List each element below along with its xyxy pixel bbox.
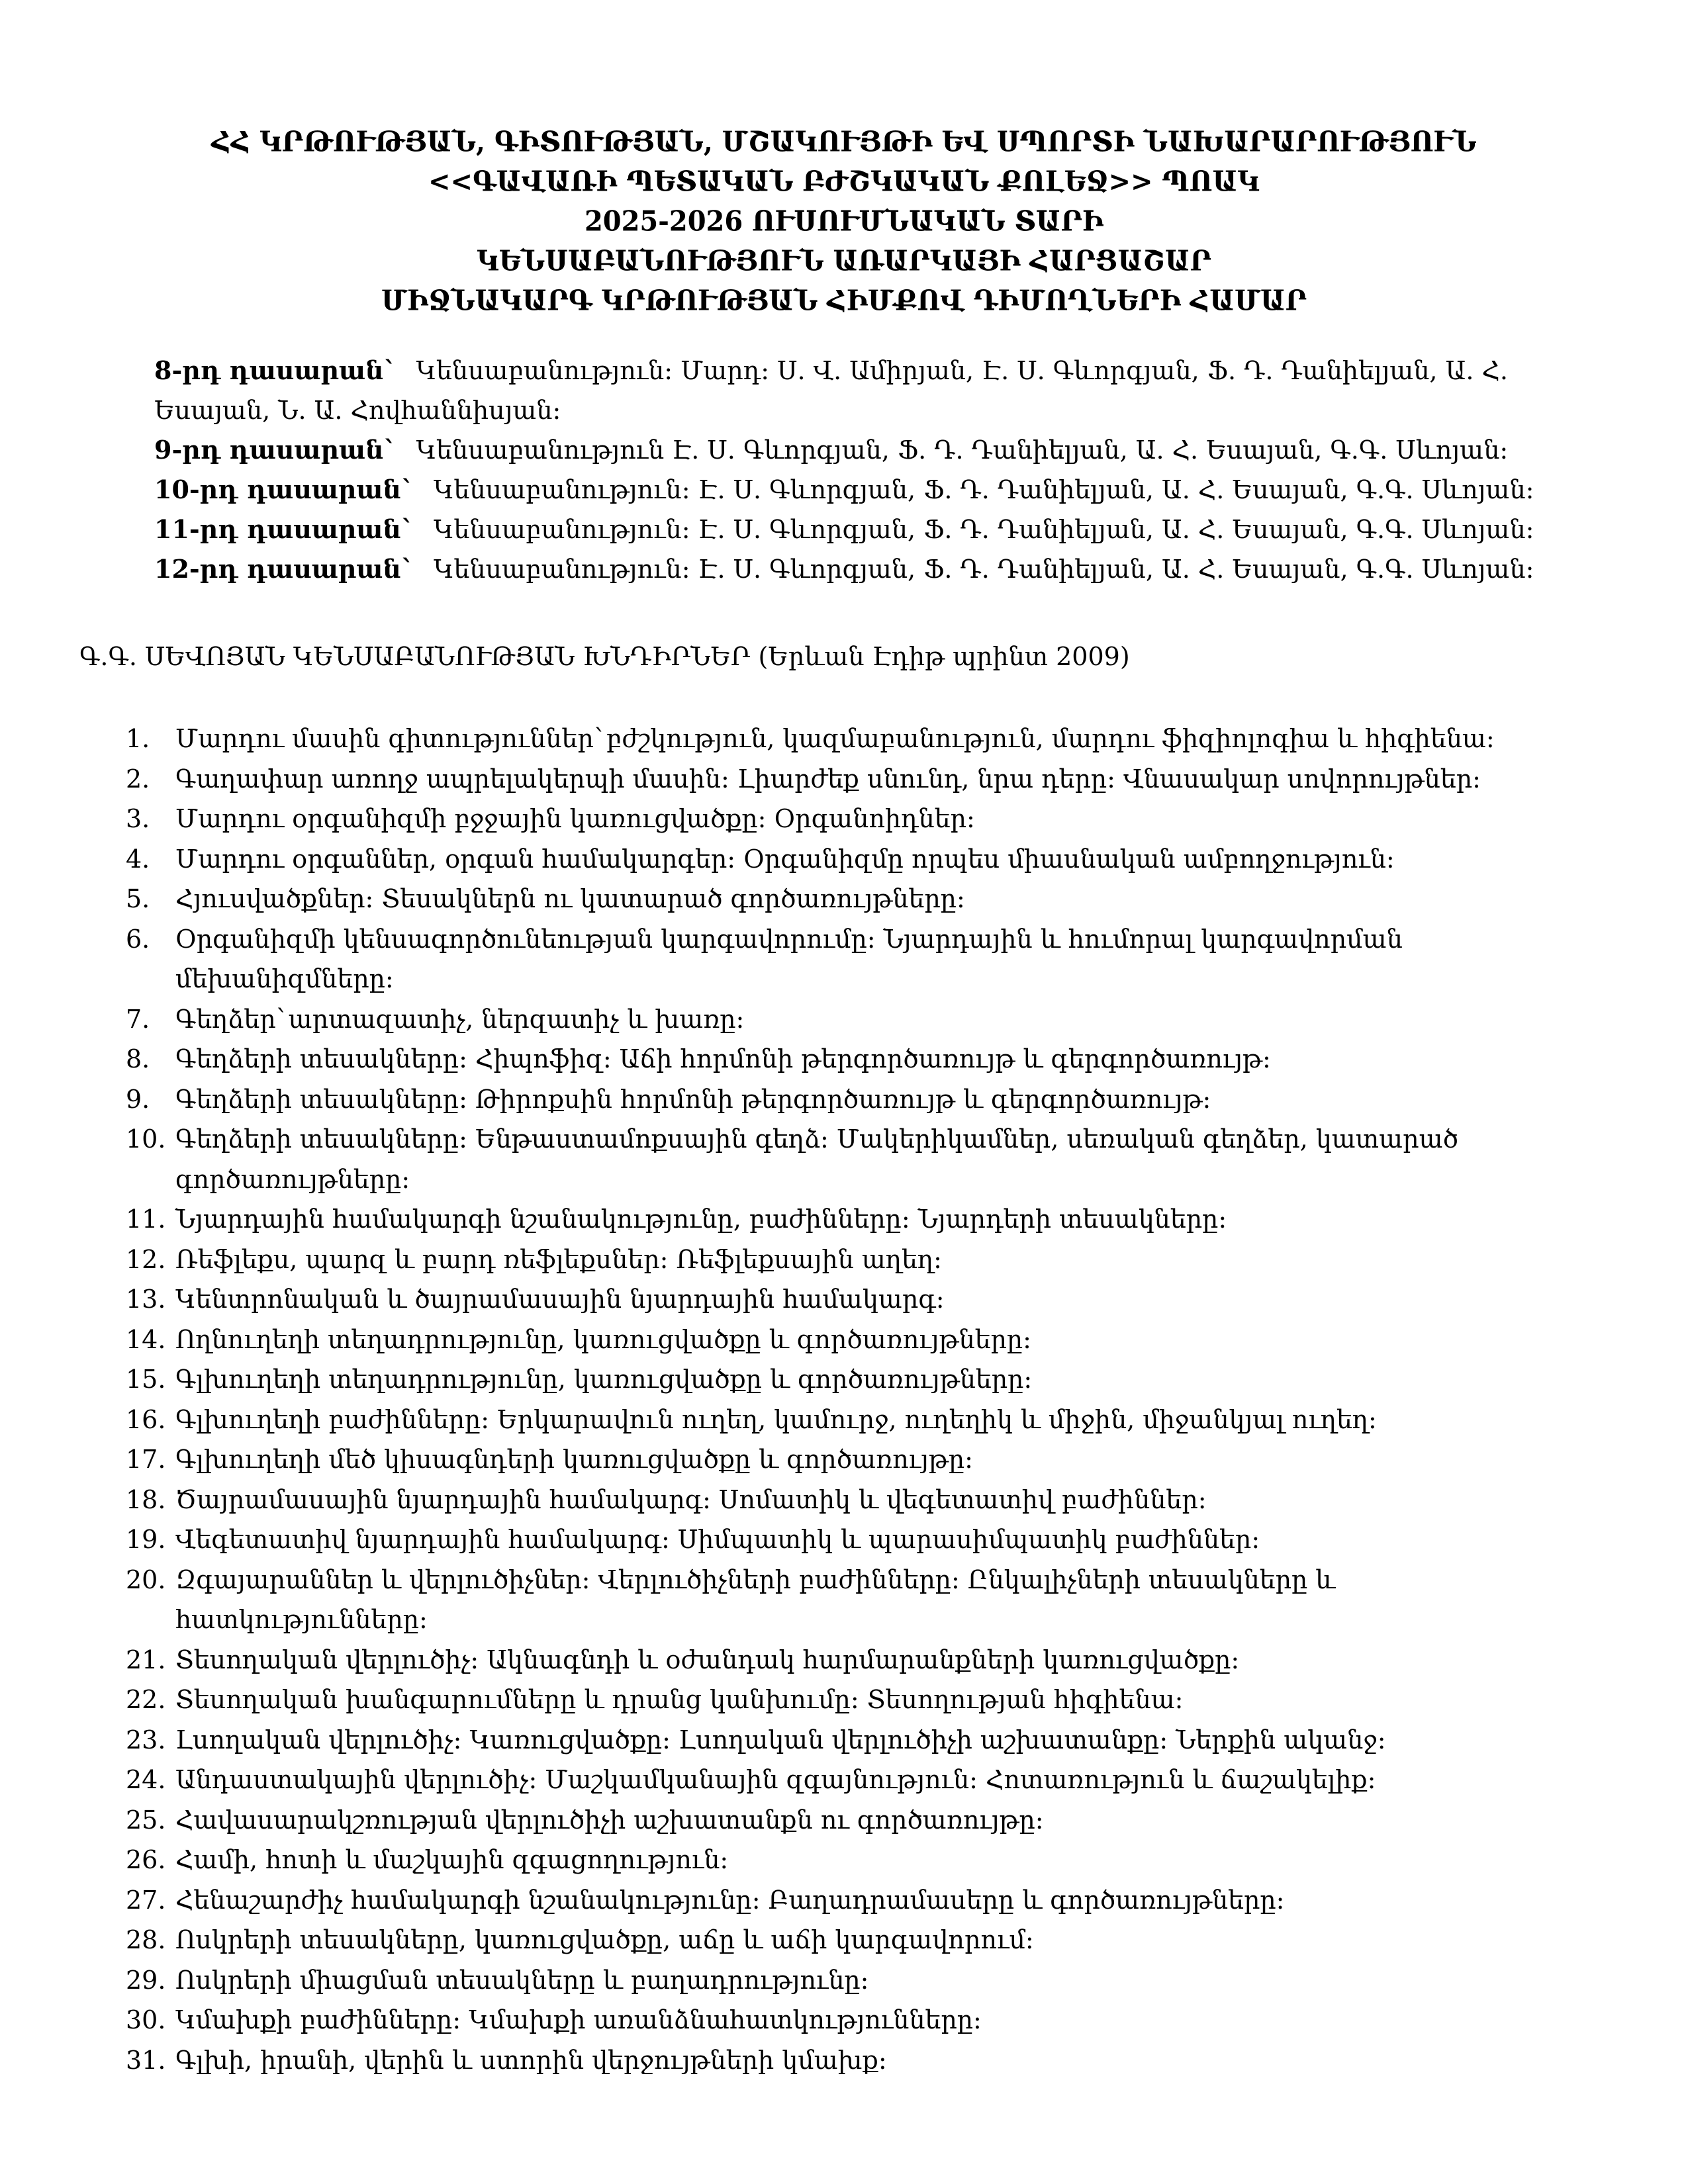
grade-label: 8-րդ դասարան` xyxy=(154,355,397,385)
item-number: 2. xyxy=(126,764,150,794)
item-text: Ռեֆլեքս, պարզ և բարդ ռեֆլեքսներ: Ռեֆլեքսային աղեղ: xyxy=(175,1244,942,1274)
list-item xyxy=(126,1079,1549,1120)
list-item xyxy=(126,1320,1549,1360)
list-item xyxy=(126,1920,1549,1960)
list-item xyxy=(126,1800,1549,1841)
item-number: 1. xyxy=(126,724,150,753)
item-text: Նյարդային համակարգի նշանակությունը, բաժինները: Նյարդերի տեսակները: xyxy=(175,1205,1227,1234)
list-item xyxy=(126,1480,1549,1520)
grade-label: 11-րդ դասարան` xyxy=(154,514,414,544)
item-text: Գաղափար առողջ ապրելակերպի մասին: Լիարժեք սնունդ, նրա դերը: Վնասակար սովորույթներ: xyxy=(175,764,1481,794)
item-text: Հավասարակշռության վերլուծիչի աշխատանքն ու գործառույթը: xyxy=(175,1805,1044,1835)
source-reference: Գ.Գ. ՍԵՎՈՅԱՆ ԿԵՆՍԱԲԱՆՈՒԹՅԱՆ ԽՆԴԻՐՆԵՐ (Երևան Էդիթ պրինտ 2009) xyxy=(79,642,1130,671)
item-number: 13. xyxy=(126,1285,166,1314)
grade-label: 9-րդ դասարան` xyxy=(154,435,397,465)
textbook-entry-grade-9 xyxy=(154,430,1551,470)
item-number: 20. xyxy=(126,1565,166,1594)
item-number: 22. xyxy=(126,1685,166,1714)
item-text: Գեղձեր`արտազատիչ, ներզատիչ և խառը: xyxy=(175,1004,745,1034)
item-number: 14. xyxy=(126,1324,166,1354)
item-text: Ողնուղեղի տեղադրությունը, կառուցվածքը և գործառույթները: xyxy=(175,1324,1031,1354)
item-number: 6. xyxy=(126,924,150,954)
list-item xyxy=(126,1560,1549,1640)
list-item xyxy=(126,719,1549,759)
list-item xyxy=(126,2040,1549,2081)
list-item xyxy=(126,1400,1549,1440)
item-text: Գեղձերի տեսակները: Հիպոֆիզ: Աճի հորմոնի թերգործառույթ և գերգործառույթ: xyxy=(175,1044,1271,1073)
list-item xyxy=(126,1359,1549,1400)
item-text: Գլխուղեղի բաժինները: Երկարավուն ուղեղ, կամուրջ, ուղեղիկ և միջին, միջանկյալ ուղեղ: xyxy=(175,1404,1377,1434)
list-item xyxy=(126,1680,1549,1720)
item-text: Գլխի, իրանի, վերին և ստորին վերջույթների կմախք: xyxy=(175,2045,887,2075)
list-item xyxy=(126,1880,1549,1921)
item-text: Ոսկրերի տեսակները, կառուցվածքը, աճը և աճի կարգավորում: xyxy=(175,1925,1034,1954)
textbook-text-continued: Եսայան, Ն. Ա. Հովհաննիսյան: xyxy=(154,396,561,425)
item-number: 12. xyxy=(126,1244,166,1274)
item-number: 11. xyxy=(126,1205,166,1234)
item-text: Ոսկրերի միացման տեսակները և բաղադրությունը: xyxy=(175,1965,869,1995)
textbook-text: Կենսաբանություն: Է. Ս. Գևորգյան, Ֆ. Դ. Դանիելյան, Ա. Հ. Եսայան, Գ.Գ. Սևոյան: xyxy=(433,475,1534,504)
document-header xyxy=(0,122,1688,321)
item-number: 16. xyxy=(126,1404,166,1434)
list-item xyxy=(126,999,1549,1040)
item-number: 10. xyxy=(126,1124,166,1154)
list-item xyxy=(126,2000,1549,2040)
topic-list xyxy=(126,719,1549,2080)
item-number: 27. xyxy=(126,1885,166,1915)
item-number: 23. xyxy=(126,1725,166,1754)
grade-label: 12-րդ դասարան` xyxy=(154,554,414,584)
item-number: 8. xyxy=(126,1044,150,1073)
item-number: 28. xyxy=(126,1925,166,1954)
textbook-entry-grade-10 xyxy=(154,470,1551,510)
item-text: Համի, հոտի և մաշկային զգացողություն: xyxy=(175,1845,729,1874)
textbook-text: Կենսաբանություն: Է. Ս. Գևորգյան, Ֆ. Դ. Դանիելյան, Ա. Հ. Եսայան, Գ.Գ. Սևոյան: xyxy=(433,515,1534,544)
list-item xyxy=(126,1279,1549,1320)
item-text: Գլխուղեղի մեծ կիսագնդերի կառուցվածքը և գործառույթը: xyxy=(175,1445,973,1474)
item-number: 26. xyxy=(126,1845,166,1874)
item-number: 19. xyxy=(126,1525,166,1554)
item-text: Հենաշարժիչ համակարգի նշանակությունը: Բաղադրամասերը և գործառույթները: xyxy=(175,1885,1285,1915)
academic-year: 2025-2026 ՈՒՍՈՒՄՆԱԿԱՆ ՏԱՐԻ xyxy=(584,205,1104,238)
list-item xyxy=(126,919,1549,999)
list-item xyxy=(126,1960,1549,2001)
item-text: Հյուսվածքներ: Տեսակներն ու կատարած գործառույթները: xyxy=(175,884,965,913)
list-item xyxy=(126,839,1549,880)
list-item xyxy=(126,1119,1549,1199)
textbook-text: Կենսաբանություն: Է. Ս. Գևորգյան, Ֆ. Դ. Դանիելյան, Ա. Հ. Եսայան, Գ.Գ. Սևոյան: xyxy=(433,555,1534,584)
textbook-text: Կենսաբանություն Է. Ս. Գևորգյան, Ֆ. Դ. Դանիելյան, Ա. Հ. Եսայան, Գ.Գ. Սևոյան: xyxy=(416,435,1509,465)
item-number: 31. xyxy=(126,2045,166,2075)
list-item xyxy=(126,1240,1549,1280)
textbook-entry-grade-11 xyxy=(154,510,1551,549)
item-number: 17. xyxy=(126,1445,166,1474)
list-item xyxy=(126,1520,1549,1560)
questionnaire-title: ԿԵՆՍԱԲԱՆՈՒԹՅՈՒՆ ԱՌԱՐԿԱՅԻ ՀԱՐՑԱՇԱՐ xyxy=(477,244,1211,278)
item-number: 15. xyxy=(126,1365,166,1394)
item-text: Գեղձերի տեսակները: Թիրոքսին հորմոնի թերգործառույթ և գերգործառույթ: xyxy=(175,1084,1211,1114)
item-text: Լսողական վերլուծիչ: Կառուցվածքը: Լսողական վերլուծիչի աշխատանքը: Ներքին ականջ: xyxy=(175,1725,1386,1754)
grade-label: 10-րդ դասարան` xyxy=(154,475,414,504)
item-text: Վեգետատիվ նյարդային համակարգ: Սիմպատիկ և պարասիմպատիկ բաժիններ: xyxy=(175,1525,1260,1554)
item-text: Մարդու օրգաններ, օրգան համակարգեր: Օրգանիզմը որպես միասնական ամբողջություն: xyxy=(175,844,1395,874)
item-text: Տեսողական վերլուծիչ: Ակնագնդի և օժանդակ հարմարանքների կառուցվածքը: xyxy=(175,1645,1240,1674)
item-text: Կմախքի բաժինները: Կմախքի առանձնահատկությունները: xyxy=(175,2005,982,2034)
item-text: Գլխուղեղի տեղադրությունը, կառուցվածքը և գործառույթները: xyxy=(175,1365,1033,1394)
item-number: 4. xyxy=(126,844,150,874)
list-item xyxy=(126,1199,1549,1240)
textbook-list xyxy=(154,351,1551,589)
list-item xyxy=(126,879,1549,919)
item-number: 9. xyxy=(126,1084,150,1114)
list-item xyxy=(126,799,1549,839)
item-number: 24. xyxy=(126,1765,166,1794)
item-number: 21. xyxy=(126,1645,166,1674)
list-item xyxy=(126,1039,1549,1079)
item-text: Մարդու մասին գիտություններ`բժշկություն, կազմաբանություն, մարդու ֆիզիոլոգիա և հիգիենա: xyxy=(175,724,1495,753)
item-number: 3. xyxy=(126,804,150,833)
list-item xyxy=(126,1840,1549,1880)
item-text: Մարդու օրգանիզմի բջջային կառուցվածքը: Օրգանոիդներ: xyxy=(175,804,975,833)
audience-title: ՄԻՋՆԱԿԱՐԳ ԿՐԹՈՒԹՅԱՆ ՀԻՄՔՈՎ ԴԻՄՈՂՆԵՐԻ ՀԱՄԱՐ xyxy=(381,284,1307,318)
item-number: 5. xyxy=(126,884,150,913)
item-text: Գեղձերի տեսակները: Ենթաստամոքսային գեղձ: Մակերիկամներ, սեռական գեղձեր, կատարած գործառույթները: xyxy=(175,1124,1458,1194)
item-text: Անդաստակային վերլուծիչ: Մաշկամկանային զգայնություն: Հոտառություն և ճաշակելիք: xyxy=(175,1765,1376,1794)
textbook-entry-grade-8 xyxy=(154,351,1551,390)
list-item xyxy=(126,1720,1549,1760)
item-text: Օրգանիզմի կենսագործունեության կարգավորումը: Նյարդային և հումորալ կարգավորման մեխանիզմները: xyxy=(175,924,1403,993)
ministry-title: ՀՀ ԿՐԹՈՒԹՅԱՆ, ԳԻՏՈՒԹՅԱՆ, ՄՇԱԿՈՒՅԹԻ ԵՎ ՍՊՈՐՏԻ ՆԱԽԱՐԱՐՈՒԹՅՈՒՆ xyxy=(211,125,1477,159)
list-item xyxy=(126,1760,1549,1800)
textbook-entry-grade-12 xyxy=(154,549,1551,589)
item-text: Ծայրամասային նյարդային համակարգ: Սոմատիկ և վեգետատիվ բաժիններ: xyxy=(175,1484,1207,1514)
textbook-entry-grade-8-continued xyxy=(154,390,1551,430)
list-item xyxy=(126,1439,1549,1480)
item-number: 18. xyxy=(126,1484,166,1514)
list-item xyxy=(126,759,1549,799)
textbook-text: Կենսաբանություն: Մարդ: Ս. Վ. Ամիրյան, Է. Ս. Գևորգյան, Ֆ. Դ. Դանիելյան, Ա. Հ. xyxy=(416,356,1508,385)
item-text: Տեսողական խանգարումները և դրանց կանխումը: Տեսողության հիգիենա: xyxy=(175,1685,1184,1714)
list-item xyxy=(126,1640,1549,1680)
item-text: Կենտրոնական և ծայրամասային նյարդային համակարգ: xyxy=(175,1285,945,1314)
item-text: Զգայարաններ և վերլուծիչներ: Վերլուծիչների բաժինները: Ընկալիչների տեսակները և հատկությունները: xyxy=(175,1565,1336,1634)
item-number: 25. xyxy=(126,1805,166,1835)
item-number: 29. xyxy=(126,1965,166,1995)
item-number: 30. xyxy=(126,2005,166,2034)
item-number: 7. xyxy=(126,1004,150,1034)
college-name: <<ԳԱՎԱՌԻ ՊԵՏԱԿԱՆ ԲԺՇԿԱԿԱՆ ՔՈԼԵՋ>> ՊՈԱԿ xyxy=(428,165,1260,199)
